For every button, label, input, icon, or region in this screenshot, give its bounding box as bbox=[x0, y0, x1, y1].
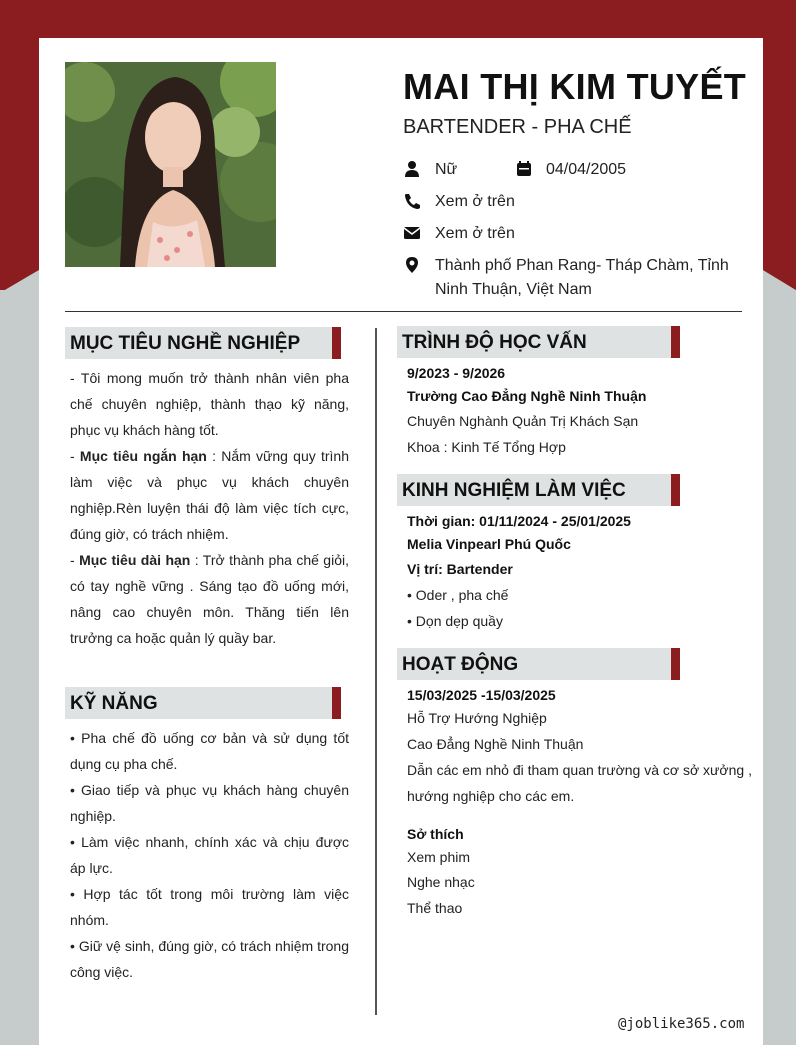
email-icon bbox=[403, 224, 421, 242]
education-school: Trường Cao Đẳng Nghề Ninh Thuận bbox=[407, 388, 647, 404]
column-divider bbox=[375, 328, 377, 1015]
candidate-name: MAI THỊ KIM TUYẾT bbox=[403, 66, 747, 107]
activity-org: Cao Đẳng Nghề Ninh Thuận bbox=[407, 736, 584, 752]
location-pin-icon bbox=[403, 256, 421, 274]
activity-desc-2: hướng nghiệp cho các em. bbox=[407, 788, 575, 804]
hobby-item: Nghe nhạc bbox=[407, 874, 475, 890]
skill-item: • Hợp tác tốt trong môi trường làm việc nhóm. bbox=[70, 886, 349, 928]
email-value: Xem ở trên bbox=[435, 225, 515, 242]
education-period: 9/2023 - 9/2026 bbox=[407, 365, 506, 381]
skill-item: • Giao tiếp và phục vụ khách hàng chuyên nghiệp. bbox=[70, 782, 349, 824]
activities-heading: HOẠT ĐỘNG bbox=[397, 648, 680, 680]
person-icon bbox=[403, 160, 421, 178]
objective-paragraph-2: - Mục tiêu ngắn hạn : Nắm vững quy trình làm việc và phục vụ khách chuyên nghiệp.Rèn luyện thái độ làm việc tích cực, đúng giờ, có trách nhiệm. bbox=[70, 448, 349, 542]
address-line-2: Ninh Thuận, Việt Nam bbox=[435, 281, 592, 298]
objective-heading: MỤC TIÊU NGHỀ NGHIỆP bbox=[65, 327, 341, 359]
experience-task: • Dọn dẹp quầy bbox=[407, 613, 503, 629]
dob-value: 04/04/2005 bbox=[546, 161, 627, 178]
gender-value: Nữ bbox=[435, 161, 458, 178]
header-divider bbox=[65, 311, 742, 312]
skills-list bbox=[70, 725, 349, 985]
activity-desc-1: Dẫn các em nhỏ đi tham quan trường và cơ sở xưởng , bbox=[407, 762, 752, 778]
experience-company: Melia Vinpearl Phú Quốc bbox=[407, 536, 571, 552]
phone-icon bbox=[403, 192, 421, 210]
skill-item: • Giữ vệ sinh, đúng giờ, có trách nhiệm trong công việc. bbox=[70, 938, 349, 980]
education-heading: TRÌNH ĐỘ HỌC VẤN bbox=[397, 326, 680, 358]
profile-photo bbox=[65, 62, 276, 267]
education-major: Chuyên Nghành Quản Trị Khách Sạn bbox=[407, 413, 639, 429]
candidate-role: BARTENDER - PHA CHẾ bbox=[403, 116, 632, 138]
skill-item: • Làm việc nhanh, chính xác và chịu được áp lực. bbox=[70, 834, 349, 876]
experience-heading: KINH NGHIỆM LÀM VIỆC bbox=[397, 474, 680, 506]
experience-task: • Oder , pha chế bbox=[407, 587, 509, 603]
objective-paragraph-3: - Mục tiêu dài hạn : Trở thành pha chế giỏi, có tay nghề vững . Sáng tạo đồ uống mới, nâng cao chuyên môn. Thăng tiến lên trưởng ca hoặc quản lý quầy bar. bbox=[70, 552, 349, 646]
watermark: @joblike365.com bbox=[618, 1016, 745, 1032]
education-faculty: Khoa : Kinh Tế Tổng Hợp bbox=[407, 439, 566, 455]
calendar-icon bbox=[515, 160, 533, 178]
experience-period: Thời gian: 01/11/2024 - 25/01/2025 bbox=[407, 513, 631, 529]
activity-name: Hỗ Trợ Hướng Nghiệp bbox=[407, 710, 547, 726]
experience-position: Vị trí: Bartender bbox=[407, 561, 513, 577]
hobby-item: Xem phim bbox=[407, 849, 471, 865]
objective-paragraph-1: - Tôi mong muốn trở thành nhân viên pha chế chuyên nghiệp, thành thạo kỹ năng, phục vụ khách hàng tốt. bbox=[70, 370, 349, 438]
skill-item: • Pha chế đồ uống cơ bản và sử dụng tốt dụng cụ pha chế. bbox=[70, 730, 349, 772]
activity-period: 15/03/2025 -15/03/2025 bbox=[407, 687, 556, 703]
hobbies-title: Sở thích bbox=[407, 826, 464, 842]
hobby-item: Thể thao bbox=[407, 900, 463, 916]
address-line-1: Thành phố Phan Rang- Tháp Chàm, Tỉnh bbox=[435, 257, 729, 274]
objective-text bbox=[70, 365, 349, 651]
phone-value: Xem ở trên bbox=[435, 193, 515, 210]
skills-heading: KỸ NĂNG bbox=[65, 687, 341, 719]
